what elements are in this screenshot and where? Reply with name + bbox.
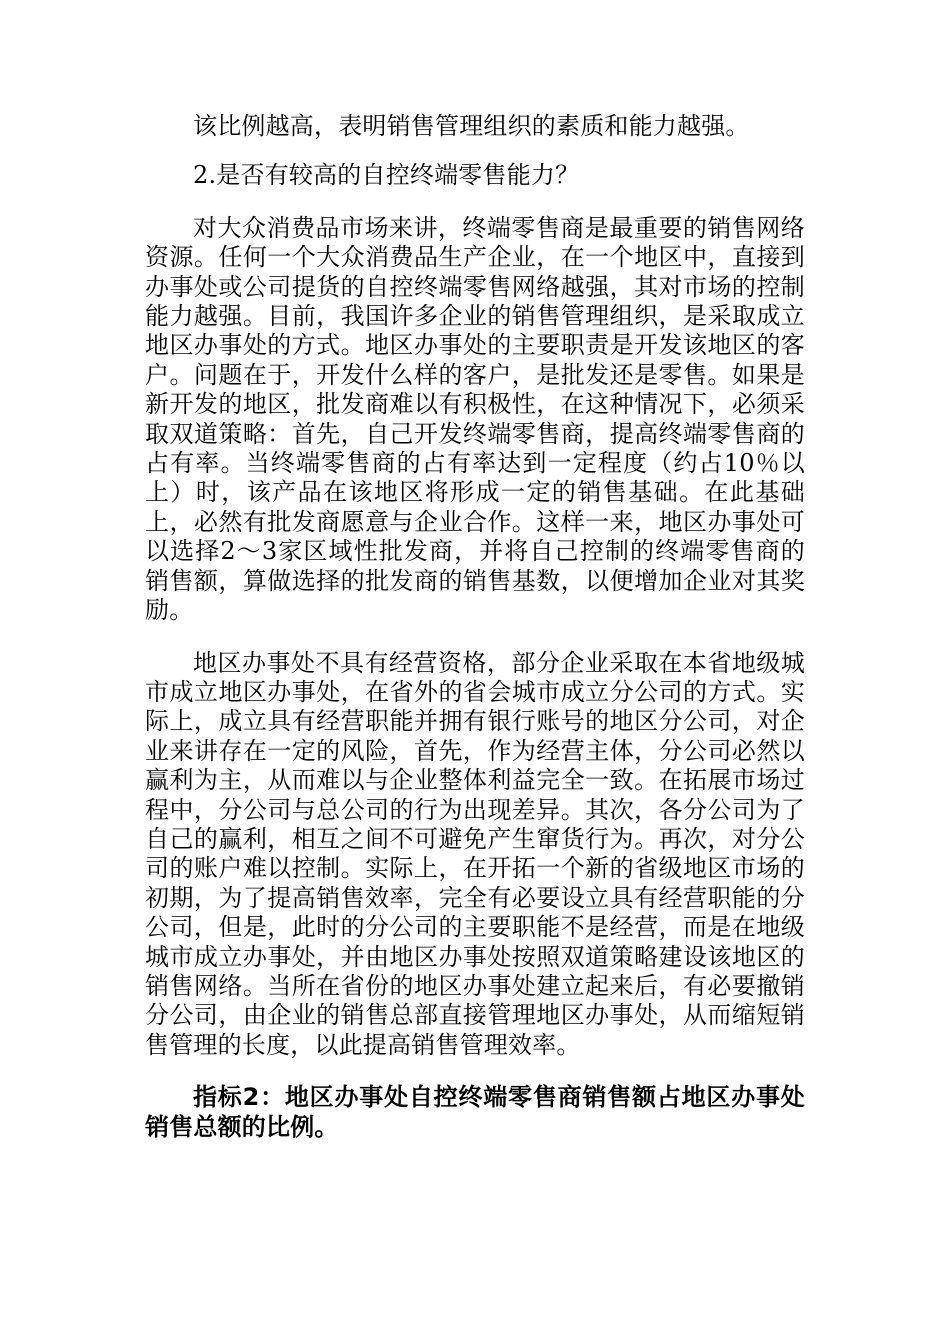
document-body (145, 112, 805, 1142)
paragraph-regional-office: 地区办事处不具有经营资格，部分企业采取在本省地级城市成立地区办事处，在省外的省会城市成立分公司的方式。实际上，成立具有经营职能并拥有银行账号的地区分公司，对企业来讲存在一定的风险，首先，作为经营主体，分公司必然以赢利为主，从而难以与企业整体利益完全一致。在拓展市场过程中，分公司与总公司的行为出现差异。其次，各分公司为了自己的赢利，相互之间不可避免产生窜货行为。再次，对分公司的账户难以控制。实际上，在开拓一个新的省级地区市场的初期，为了提高销售效率，完全有必要设立具有经营职能的分公司，但是，此时的分公司的主要职能不是经营，而是在地级城市成立办事处，并由地区办事处按照双道策略建设该地区的销售网络。当所在省份的地区办事处建立起来后，有必要撤销分公司，由企业的销售总部直接管理地区办事处，从而缩短销售管理的长度，以此提高销售管理效率。 (145, 648, 805, 1059)
section-heading-retail-capability: 2.是否有较高的自控终端零售能力？ (193, 161, 580, 190)
indicator-heading: 指标2：地区办事处自控终端零售商销售额占地区办事处销售总额的比例。 (145, 1083, 805, 1141)
paragraph-ratio-conclusion: 该比例越高，表明销售管理组织的素质和能力越强。 (193, 112, 750, 140)
paragraph-terminal-retail: 对大众消费品市场来讲，终端零售商是最重要的销售网络资源。任何一个大众消费品生产企业，在一个地区中，直接到办事处或公司提货的自控终端零售网络越强，其对市场的控制能力越强。目前，我国许多企业的销售管理组织，是采取成立地区办事处的方式。地区办事处的主要职责是开发该地区的客户。问题在于，开发什么样的客户，是批发还是零售。如果是新开发的地区，批发商难以有积极性，在这种情况下，必须采取双道策略：首先，自己开发终端零售商，提高终端零售商的占有率。当终端零售商的占有率达到一定程度（约占10％以上）时，该产品在该地区将形成一定的销售基础。在此基础上，必然有批发商愿意与企业合作。这样一来，地区办事处可以选择2～3家区域性批发商，并将自己控制的终端零售商的销售额，算做选择的批发商的销售基数，以便增加企业对其奖励。 (145, 213, 805, 625)
